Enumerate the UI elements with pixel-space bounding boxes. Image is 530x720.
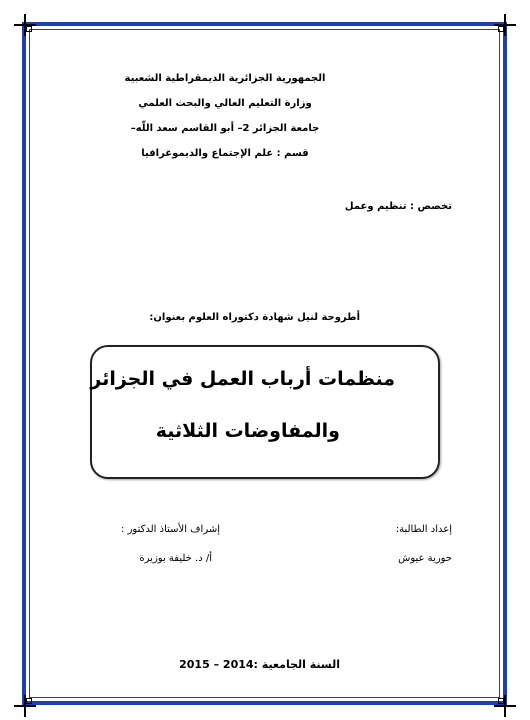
supervisor-name: أ/ د. خليفة بوزيرة (139, 553, 212, 564)
department-name: قسم : علم الإجتماع والديموغرافيا (141, 148, 309, 159)
specialty-label: تخصص : تنظيم وعمل (344, 201, 452, 212)
university-name: جامعة الجزائر 2– أبو القاسم سعد اللّه– (130, 123, 320, 134)
corner-mark-bottom-right (494, 695, 516, 717)
supervisor-label: إشراف الأستاذ الدكتور : (121, 524, 220, 535)
corner-mark-top-left (14, 14, 36, 36)
prepared-by-label: إعداد الطالبة: (395, 524, 452, 535)
corner-mark-top-right (494, 14, 516, 36)
republic-name: الجمهورية الجزائرية الديمقراطية الشعبية (124, 73, 326, 84)
title-frame (90, 345, 440, 479)
corner-mark-bottom-left (14, 695, 36, 717)
institution-header (105, 66, 345, 166)
thesis-title-line1: منظمات أرباب العمل في الجزائر (90, 368, 395, 390)
thesis-intro: أطروحة لنيل شهادة دكتوراه العلوم بعنوان: (149, 312, 360, 323)
student-name: حورية عيوش (398, 553, 452, 564)
ministry-name: وزارة التعليم العالي والبحث العلمي (138, 98, 312, 109)
thesis-title-line2: والمفاوضات الثلاثية (155, 420, 340, 442)
academic-year: السنة الجامعية :2014 – 2015 (179, 658, 340, 671)
